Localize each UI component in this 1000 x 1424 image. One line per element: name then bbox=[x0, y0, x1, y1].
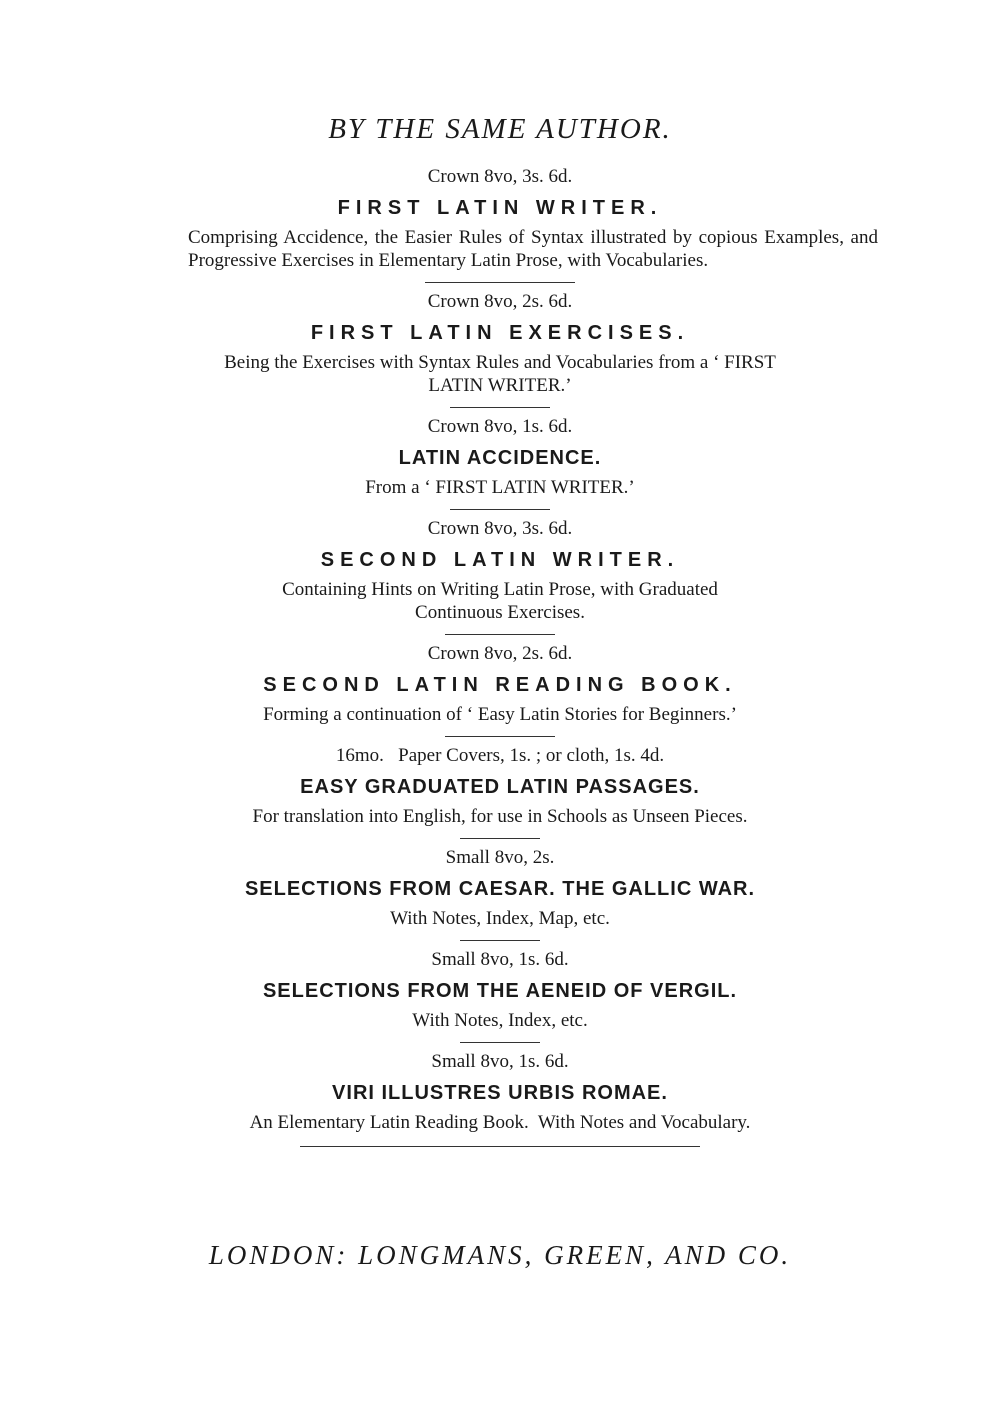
book-title: SECOND LATIN READING BOOK. bbox=[263, 674, 737, 696]
book-entry-easy-graduated-latin-passages bbox=[0, 737, 1000, 839]
book-price: Small 8vo, 2s. bbox=[445, 847, 555, 868]
book-price: Crown 8vo, 3s. 6d. bbox=[427, 166, 573, 187]
book-description: Forming a continuation of ‘ Easy Latin Stories for Beginners.’ bbox=[263, 704, 737, 725]
page-heading: BY THE SAME AUTHOR. bbox=[328, 113, 672, 145]
book-title: FIRST LATIN EXERCISES. bbox=[310, 322, 690, 344]
book-entry-first-latin-writer bbox=[0, 158, 1000, 283]
book-title: LATIN ACCIDENCE. bbox=[398, 447, 602, 469]
book-description: An Elementary Latin Reading Book. With Notes and Vocabulary. bbox=[249, 1112, 751, 1133]
book-title: FIRST LATIN WRITER. bbox=[337, 197, 663, 219]
book-price: Small 8vo, 1s. 6d. bbox=[431, 949, 569, 970]
publisher-imprint: LONDON: LONGMANS, GREEN, AND CO. bbox=[208, 1240, 792, 1270]
book-list bbox=[0, 158, 1000, 1147]
book-entry-second-latin-writer bbox=[0, 510, 1000, 635]
book-description: With Notes, Index, etc. bbox=[412, 1010, 588, 1031]
book-description: Being the Exercises with Syntax Rules and Vocabularies from a ‘ FIRST LATIN WRITER.’ bbox=[224, 352, 776, 396]
book-price: Crown 8vo, 1s. 6d. bbox=[427, 416, 573, 437]
book-title: EASY GRADUATED LATIN PASSAGES. bbox=[300, 776, 700, 798]
book-entry-selections-from-caesar bbox=[0, 839, 1000, 941]
footer-divider bbox=[300, 1146, 700, 1147]
book-description: With Notes, Index, Map, etc. bbox=[390, 908, 610, 929]
book-price: Crown 8vo, 2s. 6d. bbox=[427, 643, 573, 664]
book-price: Small 8vo, 1s. 6d. bbox=[431, 1051, 569, 1072]
book-entry-selections-from-aeneid bbox=[0, 941, 1000, 1043]
book-description: Containing Hints on Writing Latin Prose, with Graduated Continuous Exercises. bbox=[282, 579, 718, 623]
book-description: Comprising Accidence, the Easier Rules of Syntax illustrated by copious Examples, and Progressive Exercises in Elementary Latin Prose, with Vocabularies. bbox=[188, 227, 878, 271]
book-entry-second-latin-reading-book bbox=[0, 635, 1000, 737]
book-price: 16mo. Paper Covers, 1s. ; or cloth, 1s. 4d. bbox=[335, 745, 665, 766]
book-description: From a ‘ FIRST LATIN WRITER.’ bbox=[365, 477, 635, 498]
book-title: SECOND LATIN WRITER. bbox=[320, 549, 680, 571]
book-entry-latin-accidence bbox=[0, 408, 1000, 510]
book-description: For translation into English, for use in Schools as Unseen Pieces. bbox=[252, 806, 748, 827]
book-entry-first-latin-exercises bbox=[0, 283, 1000, 408]
book-title: VIRI ILLUSTRES URBIS ROMAE. bbox=[332, 1082, 668, 1104]
book-price: Crown 8vo, 2s. 6d. bbox=[427, 291, 573, 312]
book-title: SELECTIONS FROM THE AENEID OF VERGIL. bbox=[262, 980, 738, 1002]
book-price: Crown 8vo, 3s. 6d. bbox=[427, 518, 573, 539]
book-title: SELECTIONS FROM CAESAR. THE GALLIC WAR. bbox=[244, 878, 756, 900]
book-entry-viri-illustres bbox=[0, 1043, 1000, 1147]
